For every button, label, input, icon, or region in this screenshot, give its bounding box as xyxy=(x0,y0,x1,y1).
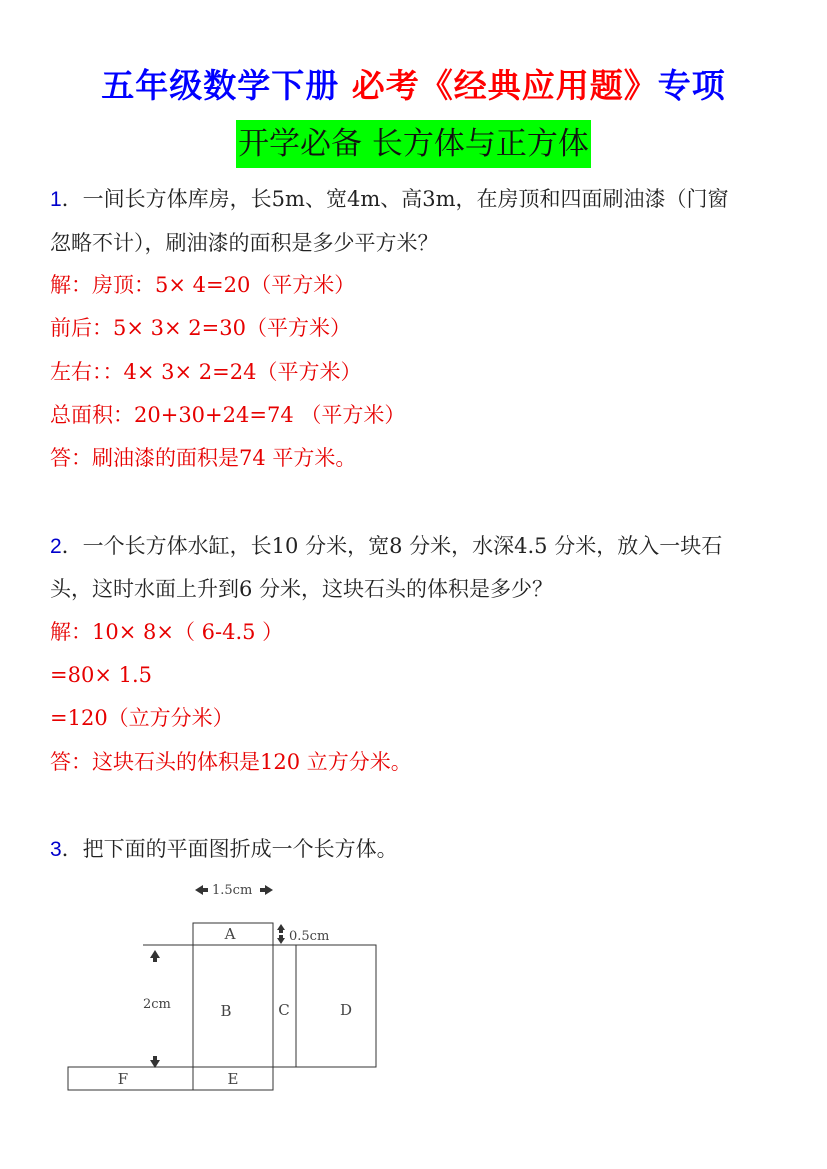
width-arrows xyxy=(150,885,285,1068)
subtitle: 开学必备 长方体与正方体 xyxy=(236,120,591,168)
q1-solution-2: 前后：5× 3× 2=30（平方米） xyxy=(50,316,351,340)
thin-arrow-down xyxy=(277,935,285,944)
q1-solution-3: 左右：：4× 3× 2=24（平方米） xyxy=(50,360,362,384)
q2-solution-1: 解：10× 8×（ 6-4.5 ） xyxy=(50,620,284,644)
q1-line1 xyxy=(50,184,810,215)
q1-solution-4: 总面积：20+30+24=74 （平方米） xyxy=(50,403,406,427)
face-b xyxy=(193,945,273,1067)
height-arrow-up xyxy=(150,950,160,962)
q3-text1: ．把下面的平面图折成一个长方体。 xyxy=(61,837,398,861)
face-label-b: B xyxy=(220,1002,232,1020)
height-arrow-down xyxy=(150,1056,160,1068)
q1-solution-1: 解：房顶：5× 4=20（平方米） xyxy=(50,273,356,297)
subtitle-wrap xyxy=(0,120,827,168)
q2-line2: 头，这时水面上升到6 分米，这块石头的体积是多少？ xyxy=(50,577,554,601)
face-label-f: F xyxy=(117,1070,129,1088)
q2-text1: ．一个长方体水缸，长10 分米，宽8 分米，水深4.5 分米，放入一块石 xyxy=(61,534,723,558)
q1-text1: ．一间长方体库房，长5m、宽4m、高3m，在房顶和四面刷油漆（门窗 xyxy=(61,187,729,211)
label-width: 1.5cm xyxy=(212,883,253,898)
face-label-e: E xyxy=(227,1070,239,1088)
q2-number: 2 xyxy=(50,535,62,558)
q2-answer: 答：这块石头的体积是120 立方分米。 xyxy=(50,750,412,774)
face-label-a: A xyxy=(224,925,236,943)
label-height: 2cm xyxy=(143,997,171,1012)
title-part-3: 专项 xyxy=(657,66,726,105)
title-part-1: 五年级数学下册 xyxy=(101,66,352,105)
q1-line2: 忽略不计），刷油漆的面积是多少平方米？ xyxy=(50,231,439,255)
q2-line1 xyxy=(50,531,810,562)
q1-answer: 答：刷油漆的面积是74 平方米。 xyxy=(50,446,357,470)
thin-arrow-up xyxy=(277,924,285,933)
face-label-d: D xyxy=(339,1001,353,1019)
page-title xyxy=(0,60,827,107)
face-label-c: C xyxy=(278,1001,290,1019)
q1-number: 1 xyxy=(50,188,62,211)
title-part-2: 必考《经典应用题》 xyxy=(351,66,658,105)
label-thin: 0.5cm xyxy=(289,929,330,944)
q2-solution-2: =80× 1.5 xyxy=(50,663,152,687)
q3-number: 3 xyxy=(50,838,62,861)
face-f xyxy=(68,1067,193,1090)
face-d xyxy=(296,945,376,1067)
q3-line1 xyxy=(50,834,810,865)
cuboid-net-figure xyxy=(0,870,827,1110)
q2-solution-3: =120（立方分米） xyxy=(50,706,234,730)
